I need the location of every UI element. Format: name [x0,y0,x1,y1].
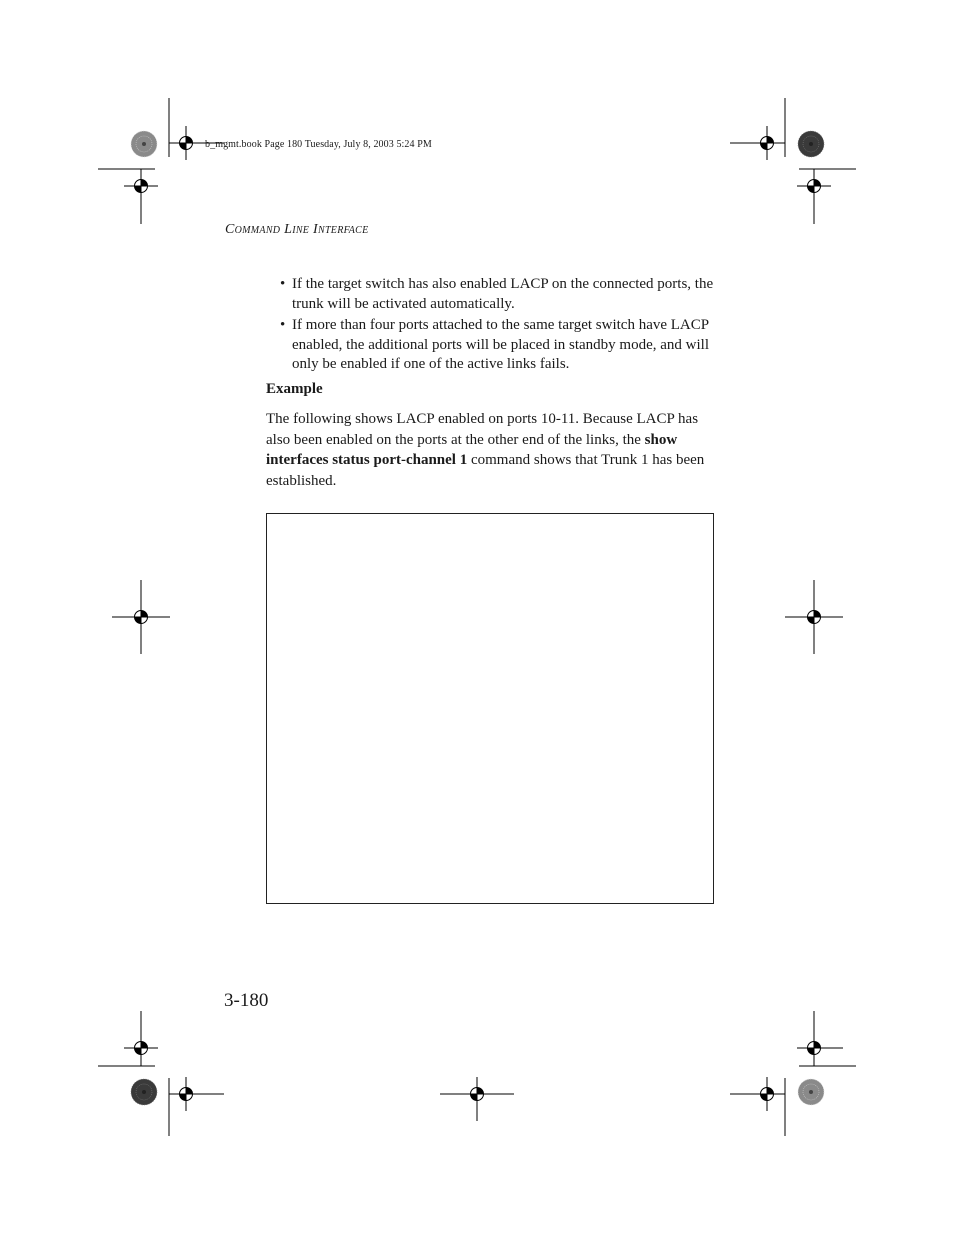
crosshair-mark [797,1011,856,1066]
paragraph-text: command shows that Trunk 1 has been established. [266,452,705,489]
paragraph-text: The following shows LACP enabled on ports 10-11. Because LACP has also been enabled on the ports at the other end of the links, the [266,411,699,448]
list-item: • If the target switch has also enabled LACP on the connected ports, the trunk will be activated automatically. [280,275,720,314]
color-wheel-mark [131,1079,157,1105]
color-wheel-mark [131,131,157,157]
crosshair-mark [98,169,158,224]
command-name: show interfaces status port-channel 1 [266,431,678,468]
page-number: 3-180 [224,990,269,1011]
section-heading: Example [266,381,323,397]
crosshair-mark [169,1077,224,1136]
crosshair-mark [797,169,856,224]
running-head: Command Line Interface [225,222,369,237]
crosshair-mark [112,580,170,654]
crosshair-mark [785,580,843,654]
crosshair-mark [169,98,224,160]
color-wheel-mark [798,131,824,157]
print-slug: b_mgmt.book Page 180 Tuesday, July 8, 2003 5:24 PM [205,139,432,150]
crosshair-mark [98,1011,158,1066]
code-example-box [266,513,714,904]
list-item: • If more than four ports attached to the same target switch have LACP enabled, the additional ports will be placed in standby mode, and will only be enabled if one of the active links fails. [280,316,720,375]
crosshair-mark [730,98,785,160]
crosshair-mark [730,1077,785,1136]
crosshair-mark [440,1077,514,1121]
color-wheel-mark [798,1079,824,1105]
example-paragraph [266,409,718,491]
bullet-list [280,275,720,377]
